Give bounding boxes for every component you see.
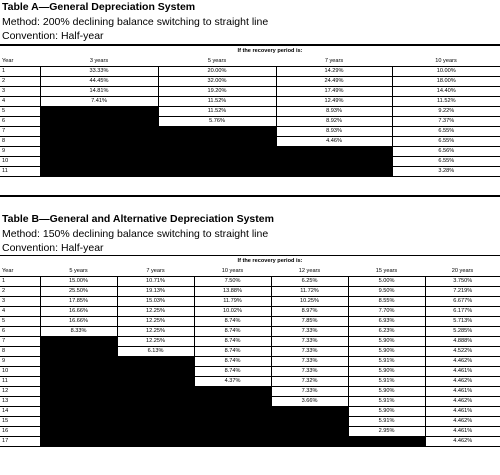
blank-cell xyxy=(158,167,276,177)
blank-cell xyxy=(40,147,158,157)
table-row xyxy=(0,367,500,377)
table-row xyxy=(0,127,500,137)
blank-cell xyxy=(40,157,158,167)
blank-cell xyxy=(194,427,271,437)
rate-cell: 5.91% xyxy=(348,397,425,407)
rate-cell: 4.461% xyxy=(425,367,500,377)
rate-cell: 5.76% xyxy=(158,117,276,127)
rate-cell: 20.00% xyxy=(158,67,276,77)
year-cell: 6 xyxy=(0,117,40,127)
rate-cell: 33.33% xyxy=(40,67,158,77)
rate-cell: 2.95% xyxy=(348,427,425,437)
rate-cell: 3.750% xyxy=(425,277,500,287)
blank-cell xyxy=(271,427,348,437)
column-header: 12 years xyxy=(271,267,348,277)
rate-cell: 7.85% xyxy=(271,317,348,327)
rate-cell: 7.33% xyxy=(271,387,348,397)
year-cell: 12 xyxy=(0,387,40,397)
rate-cell: 11.72% xyxy=(271,287,348,297)
blank-cell xyxy=(117,367,194,377)
rate-cell: 16.66% xyxy=(40,317,117,327)
table-row xyxy=(0,357,500,367)
rate-cell: 11.52% xyxy=(392,97,500,107)
column-header: 15 years xyxy=(348,267,425,277)
year-cell: 3 xyxy=(0,297,40,307)
rate-cell: 4.462% xyxy=(425,437,500,447)
blank-cell xyxy=(40,337,117,347)
table-row xyxy=(0,347,500,357)
rate-cell: 7.50% xyxy=(194,277,271,287)
rate-cell: 4.461% xyxy=(425,387,500,397)
blank-cell xyxy=(40,367,117,377)
rate-cell: 16.66% xyxy=(40,307,117,317)
rate-cell: 8.74% xyxy=(194,337,271,347)
tableA-table xyxy=(0,46,500,177)
rate-cell: 17.49% xyxy=(276,87,392,97)
table-row xyxy=(0,317,500,327)
blank-cell xyxy=(117,377,194,387)
table-row xyxy=(0,107,500,117)
year-cell: 9 xyxy=(0,357,40,367)
table-row xyxy=(0,297,500,307)
year-cell: 14 xyxy=(0,407,40,417)
table-row xyxy=(0,427,500,437)
blank-cell xyxy=(194,437,271,447)
blank-cell xyxy=(40,437,117,447)
table-row xyxy=(0,327,500,337)
table-row xyxy=(0,87,500,97)
rate-cell: 8.74% xyxy=(194,357,271,367)
rate-cell: 5.91% xyxy=(348,417,425,427)
column-header-row xyxy=(0,267,500,277)
rate-cell: 7.33% xyxy=(271,367,348,377)
rate-cell: 6.677% xyxy=(425,297,500,307)
table-a-method: Method: 200% declining balance switching to straight line xyxy=(2,15,269,28)
rate-cell: 6.55% xyxy=(392,127,500,137)
table-row xyxy=(0,157,500,167)
rate-cell: 6.177% xyxy=(425,307,500,317)
rate-cell: 5.00% xyxy=(348,277,425,287)
year-cell: 11 xyxy=(0,377,40,387)
table-row xyxy=(0,387,500,397)
rate-cell: 11.52% xyxy=(158,107,276,117)
rate-cell: 17.85% xyxy=(40,297,117,307)
rate-cell: 25.50% xyxy=(40,287,117,297)
rate-cell: 8.92% xyxy=(276,117,392,127)
table-a-section xyxy=(0,0,500,174)
year-cell: 2 xyxy=(0,287,40,297)
year-cell: 8 xyxy=(0,137,40,147)
blank-cell xyxy=(117,417,194,427)
rate-cell: 3.28% xyxy=(392,167,500,177)
table-row xyxy=(0,147,500,157)
rate-cell: 6.23% xyxy=(348,327,425,337)
rate-cell: 5.91% xyxy=(348,377,425,387)
rate-cell: 7.33% xyxy=(271,327,348,337)
year-cell: 17 xyxy=(0,437,40,447)
blank-cell xyxy=(117,427,194,437)
table-b-grid xyxy=(0,256,500,447)
rate-cell: 5.90% xyxy=(348,337,425,347)
table-b-section xyxy=(0,212,500,444)
blank-cell xyxy=(117,387,194,397)
blank-cell xyxy=(40,137,158,147)
table-row xyxy=(0,67,500,77)
year-cell: 13 xyxy=(0,397,40,407)
rate-cell: 10.02% xyxy=(194,307,271,317)
blank-cell xyxy=(40,107,158,117)
blank-cell xyxy=(40,377,117,387)
rate-cell: 6.25% xyxy=(271,277,348,287)
rate-cell: 7.41% xyxy=(40,97,158,107)
blank-cell xyxy=(40,427,117,437)
blank-cell xyxy=(194,397,271,407)
table-row xyxy=(0,167,500,177)
rate-cell: 24.49% xyxy=(276,77,392,87)
rate-cell: 5.90% xyxy=(348,407,425,417)
column-header: 5 years xyxy=(158,57,276,67)
rate-cell: 12.25% xyxy=(117,307,194,317)
rate-cell: 19.20% xyxy=(158,87,276,97)
year-cell: 6 xyxy=(0,327,40,337)
blank-cell xyxy=(117,397,194,407)
blank-cell xyxy=(158,157,276,167)
rate-cell: 4.461% xyxy=(425,407,500,417)
rate-cell: 8.74% xyxy=(194,347,271,357)
rate-cell: 6.56% xyxy=(392,147,500,157)
blank-cell xyxy=(117,437,194,447)
rate-cell: 14.29% xyxy=(276,67,392,77)
rate-cell: 4.522% xyxy=(425,347,500,357)
table-row xyxy=(0,437,500,447)
table-a-title: Table A—General Depreciation System xyxy=(2,1,196,13)
table-row xyxy=(0,77,500,87)
blank-cell xyxy=(158,147,276,157)
rate-cell: 10.25% xyxy=(271,297,348,307)
rate-cell: 6.13% xyxy=(117,347,194,357)
rate-cell: 8.74% xyxy=(194,317,271,327)
blank-cell xyxy=(40,417,117,427)
rate-cell: 11.79% xyxy=(194,297,271,307)
rate-cell: 15.00% xyxy=(40,277,117,287)
blank-cell xyxy=(117,407,194,417)
year-cell: 3 xyxy=(0,87,40,97)
rate-cell: 14.40% xyxy=(392,87,500,97)
rate-cell: 32.00% xyxy=(158,77,276,87)
rate-cell: 5.90% xyxy=(348,387,425,397)
rate-cell: 8.93% xyxy=(276,107,392,117)
rate-cell: 5.90% xyxy=(348,347,425,357)
rate-cell: 19.13% xyxy=(117,287,194,297)
table-row xyxy=(0,117,500,127)
blank-cell xyxy=(276,147,392,157)
rate-cell: 18.00% xyxy=(392,77,500,87)
blank-cell xyxy=(40,387,117,397)
blank-cell xyxy=(276,157,392,167)
table-row xyxy=(0,277,500,287)
year-cell: 7 xyxy=(0,337,40,347)
year-cell: 15 xyxy=(0,417,40,427)
rate-cell: 13.88% xyxy=(194,287,271,297)
table-row xyxy=(0,97,500,107)
rate-cell: 7.33% xyxy=(271,337,348,347)
rate-cell: 12.25% xyxy=(117,327,194,337)
blank-cell xyxy=(40,347,117,357)
rate-cell: 4.462% xyxy=(425,417,500,427)
table-row xyxy=(0,137,500,147)
blank-cell xyxy=(348,437,425,447)
rate-cell: 4.462% xyxy=(425,377,500,387)
rate-cell: 5.91% xyxy=(348,357,425,367)
column-header: 10 years xyxy=(392,57,500,67)
rate-cell: 6.55% xyxy=(392,157,500,167)
table-row xyxy=(0,397,500,407)
year-cell: 1 xyxy=(0,277,40,287)
rate-cell: 7.219% xyxy=(425,287,500,297)
year-cell: 2 xyxy=(0,77,40,87)
year-cell: 7 xyxy=(0,127,40,137)
rate-cell: 8.55% xyxy=(348,297,425,307)
rate-cell: 4.462% xyxy=(425,357,500,367)
rate-cell: 6.55% xyxy=(392,137,500,147)
year-cell: 5 xyxy=(0,107,40,117)
rate-cell: 4.37% xyxy=(194,377,271,387)
tableB-table xyxy=(0,256,500,447)
column-header: 10 years xyxy=(194,267,271,277)
blank-cell xyxy=(271,417,348,427)
rate-cell: 7.33% xyxy=(271,347,348,357)
table-row xyxy=(0,287,500,297)
rate-cell: 14.81% xyxy=(40,87,158,97)
year-cell: 8 xyxy=(0,347,40,357)
column-header: 7 years xyxy=(117,267,194,277)
table-row xyxy=(0,417,500,427)
year-column-header: Year xyxy=(0,267,40,277)
rate-cell: 11.52% xyxy=(158,97,276,107)
year-cell: 5 xyxy=(0,317,40,327)
rate-cell: 8.74% xyxy=(194,367,271,377)
rate-cell: 15.03% xyxy=(117,297,194,307)
blank-cell xyxy=(40,117,158,127)
blank-cell xyxy=(276,167,392,177)
rate-cell: 12.25% xyxy=(117,317,194,327)
rate-cell: 7.70% xyxy=(348,307,425,317)
rate-cell: 10.00% xyxy=(392,67,500,77)
year-cell: 16 xyxy=(0,427,40,437)
blank-cell xyxy=(40,407,117,417)
rate-cell: 7.33% xyxy=(271,357,348,367)
blank-cell xyxy=(271,437,348,447)
table-a-convention: Convention: Half-year xyxy=(2,30,104,42)
blank-cell xyxy=(117,357,194,367)
rate-cell: 4.462% xyxy=(425,397,500,407)
rate-cell: 4.461% xyxy=(425,427,500,437)
table-b-title: Table B—General and Alternative Depreciation System xyxy=(2,213,274,225)
recovery-period-caption: If the recovery period is: xyxy=(237,258,303,264)
table-b-method: Method: 150% declining balance switching to straight line xyxy=(2,227,269,240)
year-cell: 4 xyxy=(0,307,40,317)
column-header: 20 years xyxy=(425,267,500,277)
table-a-grid xyxy=(0,46,500,177)
blank-cell xyxy=(271,407,348,417)
rate-cell: 3.66% xyxy=(271,397,348,407)
recovery-period-caption: If the recovery period is: xyxy=(237,48,303,54)
table-a-bottom-rule xyxy=(0,195,500,197)
rate-cell: 12.49% xyxy=(276,97,392,107)
blank-cell xyxy=(40,127,158,137)
blank-cell xyxy=(40,357,117,367)
table-row xyxy=(0,407,500,417)
rate-cell: 8.33% xyxy=(40,327,117,337)
column-header: 7 years xyxy=(276,57,392,67)
rate-cell: 6.93% xyxy=(348,317,425,327)
year-cell: 9 xyxy=(0,147,40,157)
year-column-header: Year xyxy=(0,57,40,67)
rate-cell: 5.713% xyxy=(425,317,500,327)
year-cell: 10 xyxy=(0,157,40,167)
rate-cell: 12.25% xyxy=(117,337,194,347)
blank-cell xyxy=(40,397,117,407)
table-b-convention: Convention: Half-year xyxy=(2,242,104,254)
blank-cell xyxy=(194,417,271,427)
rate-cell: 8.93% xyxy=(276,127,392,137)
blank-cell xyxy=(158,127,276,137)
year-cell: 1 xyxy=(0,67,40,77)
column-header-row xyxy=(0,57,500,67)
year-cell: 4 xyxy=(0,97,40,107)
rate-cell: 5.285% xyxy=(425,327,500,337)
rate-cell: 7.37% xyxy=(392,117,500,127)
table-row xyxy=(0,377,500,387)
rate-cell: 4.46% xyxy=(276,137,392,147)
year-cell: 10 xyxy=(0,367,40,377)
rate-cell: 44.45% xyxy=(40,77,158,87)
rate-cell: 4.888% xyxy=(425,337,500,347)
blank-cell xyxy=(194,387,271,397)
table-row xyxy=(0,337,500,347)
table-row xyxy=(0,307,500,317)
rate-cell: 8.97% xyxy=(271,307,348,317)
year-cell: 11 xyxy=(0,167,40,177)
rate-cell: 9.50% xyxy=(348,287,425,297)
rate-cell: 9.22% xyxy=(392,107,500,117)
blank-cell xyxy=(194,407,271,417)
column-header: 3 years xyxy=(40,57,158,67)
rate-cell: 5.90% xyxy=(348,367,425,377)
blank-cell xyxy=(40,167,158,177)
rate-cell: 10.71% xyxy=(117,277,194,287)
rate-cell: 7.32% xyxy=(271,377,348,387)
rate-cell: 8.74% xyxy=(194,327,271,337)
blank-cell xyxy=(158,137,276,147)
column-header: 5 years xyxy=(40,267,117,277)
